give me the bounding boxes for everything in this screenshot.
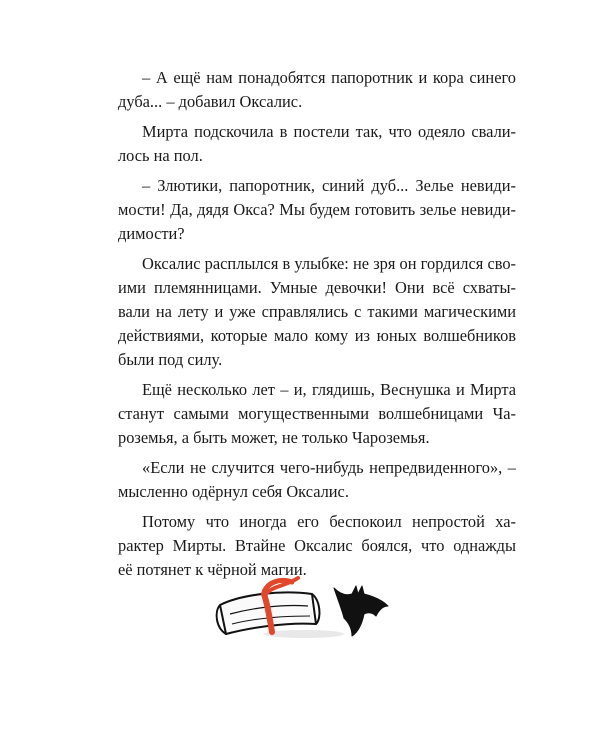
text-line: станут самыми могущественными волшебницами Ча- [118, 404, 516, 423]
text-line: её потянет к чёрной магии. [118, 560, 307, 579]
paragraph-2 [118, 120, 516, 168]
text-line: мости! Да, дядя Окса? Мы будем готовить зелье невиди- [118, 200, 516, 219]
text-line: димости? [118, 224, 185, 243]
text-line: были под силу. [118, 350, 223, 369]
text-line: Потому что иногда его беспокоил непростой ха- [142, 512, 516, 531]
text-line: роземья, а быть может, не только Чароземья. [118, 428, 430, 447]
text-line: – Злютики, папоротник, синий дуб... Зелье невиди- [142, 176, 516, 195]
text-line: Ещё несколько лет – и, глядишь, Веснушка и Мирта [142, 380, 516, 399]
bat-icon [334, 586, 388, 636]
scroll-and-bat-illustration [212, 572, 394, 642]
text-line: «Если не случится чего-нибудь непредвиденного», – [142, 458, 516, 477]
text-line: Мирта подскочила в постели так, что одеяло свали- [142, 122, 516, 141]
paragraph-4 [118, 252, 516, 372]
text-line: дуба... – добавил Оксалис. [118, 92, 303, 111]
text-line: Оксалис расплылся в улыбке: не зря он гордился сво- [142, 254, 516, 273]
paragraph-5 [118, 378, 516, 450]
paragraph-6 [118, 456, 516, 504]
text-line: – А ещё нам понадобятся папоротник и кора синего [142, 68, 516, 87]
paragraph-1 [118, 66, 516, 114]
text-line: рактер Мирты. Втайне Оксалис боялся, что однажды [118, 536, 516, 555]
text-line: вали на лету и уже справлялись с такими магическими [118, 302, 516, 321]
body-text [118, 66, 516, 588]
paragraph-3 [118, 174, 516, 246]
text-line: действиями, которые мало кому из юных волшебников [118, 326, 516, 345]
text-line: мысленно одёрнул себя Оксалис. [118, 482, 349, 501]
scroll-icon [217, 592, 344, 638]
text-line: лось на пол. [118, 146, 203, 165]
text-line: ими племянницами. Умные девочки! Они всё схваты- [118, 278, 516, 297]
